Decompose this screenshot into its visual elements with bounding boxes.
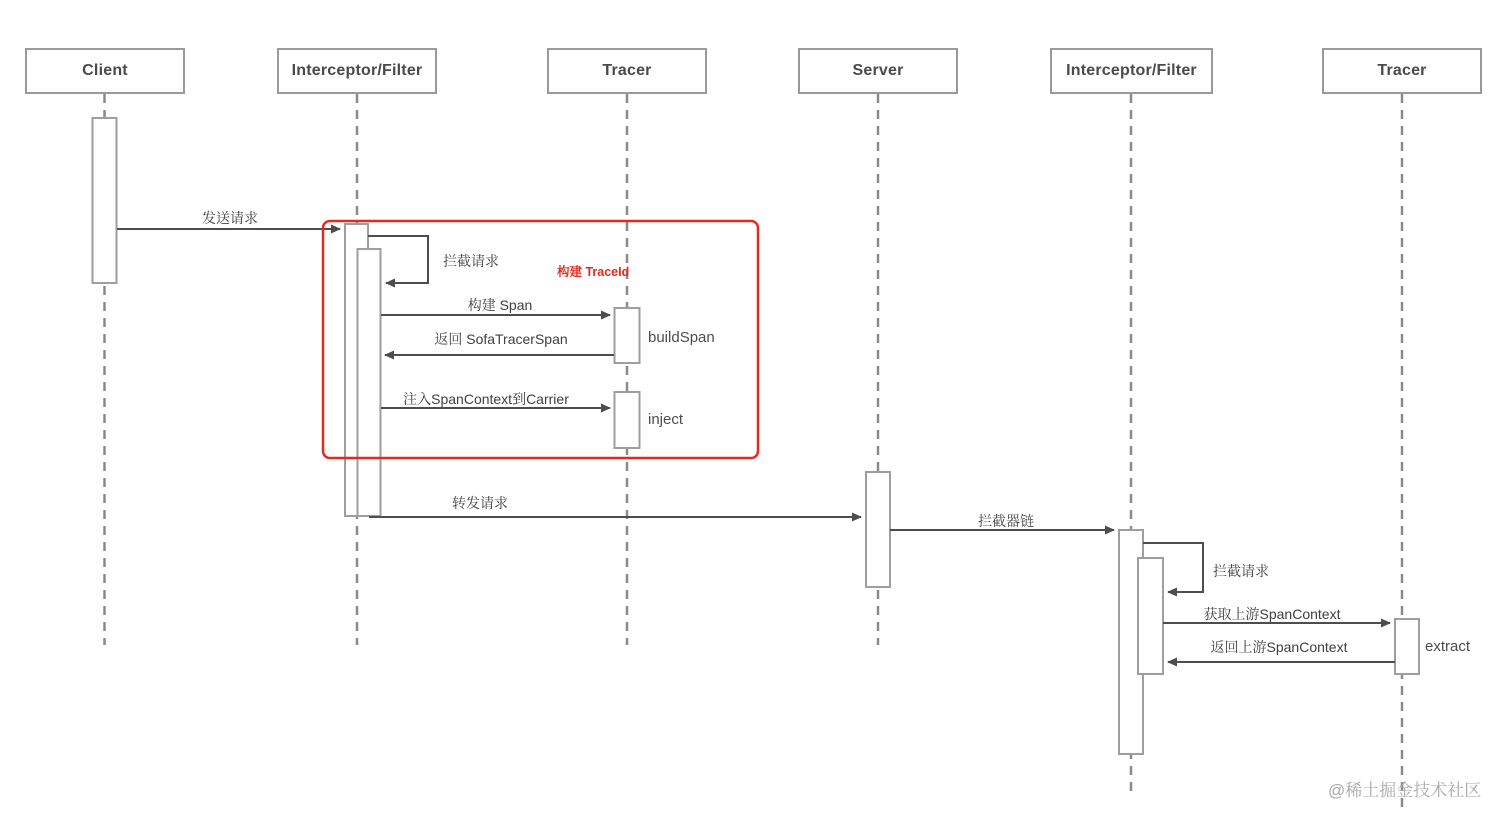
participant-tracer-2: [1322, 48, 1482, 94]
participant-server-label: Server: [852, 62, 904, 79]
activation-client: [93, 118, 117, 283]
participant-interceptor-1-label: Interceptor/Filter: [291, 62, 423, 79]
message-label-inject-spancontext: 注入SpanContext到Carrier: [403, 391, 569, 407]
message-label-forward-request: 转发请求: [452, 495, 508, 511]
participant-client: [25, 48, 185, 94]
message-label-return-sofatracerspan: 返回 SofaTracerSpan: [434, 331, 568, 347]
message-label-get-upstream-spancontext: 获取上游SpanContext: [1203, 606, 1341, 622]
message-label-interceptor-chain: 拦截器链: [978, 513, 1034, 529]
participant-server: [798, 48, 958, 94]
arrows-group: [117, 229, 1395, 662]
participant-interceptor-2-label: Interceptor/Filter: [1066, 62, 1197, 79]
participant-client-label: Client: [82, 62, 128, 79]
activation-tracer-extract: [1395, 619, 1419, 674]
participant-interceptor-2: [1050, 48, 1213, 94]
activation-server: [866, 472, 890, 587]
participant-tracer-2-label: Tracer: [1377, 62, 1427, 79]
activation-bars-group: [93, 118, 1420, 754]
participant-tracer-1-label: Tracer: [602, 62, 652, 79]
watermark-text: @稀土掘金技术社区: [1328, 781, 1482, 800]
activation-interceptor1-outer: [345, 224, 368, 516]
method-label-extract: extract: [1425, 638, 1471, 655]
activation-interceptor2-inner: [1138, 558, 1163, 674]
annotation-build-traceid: 构建 TraceId: [557, 265, 630, 279]
lifelines-group: [105, 94, 1403, 812]
activation-tracer-buildspan: [615, 308, 640, 363]
message-label-intercept-request-1: 拦截请求: [443, 253, 499, 269]
message-label-send-request: 发送请求: [202, 210, 258, 226]
method-label-inject: inject: [648, 411, 684, 428]
message-label-return-upstream-spancontext: 返回上游SpanContext: [1210, 639, 1348, 655]
activation-tracer-inject: [615, 392, 640, 448]
activation-interceptor2-outer: [1119, 530, 1143, 754]
participant-tracer-1: [547, 48, 707, 94]
arrow-intercept-request-2-selfloop: [1143, 543, 1203, 592]
message-label-intercept-request-2: 拦截请求: [1213, 563, 1269, 579]
arrow-intercept-request-1-selfloop: [368, 236, 428, 283]
participant-interceptor-1: [277, 48, 437, 94]
message-label-build-span: 构建 Span: [467, 297, 533, 313]
method-label-buildspan: buildSpan: [648, 329, 715, 346]
activation-interceptor1-inner: [358, 249, 381, 516]
